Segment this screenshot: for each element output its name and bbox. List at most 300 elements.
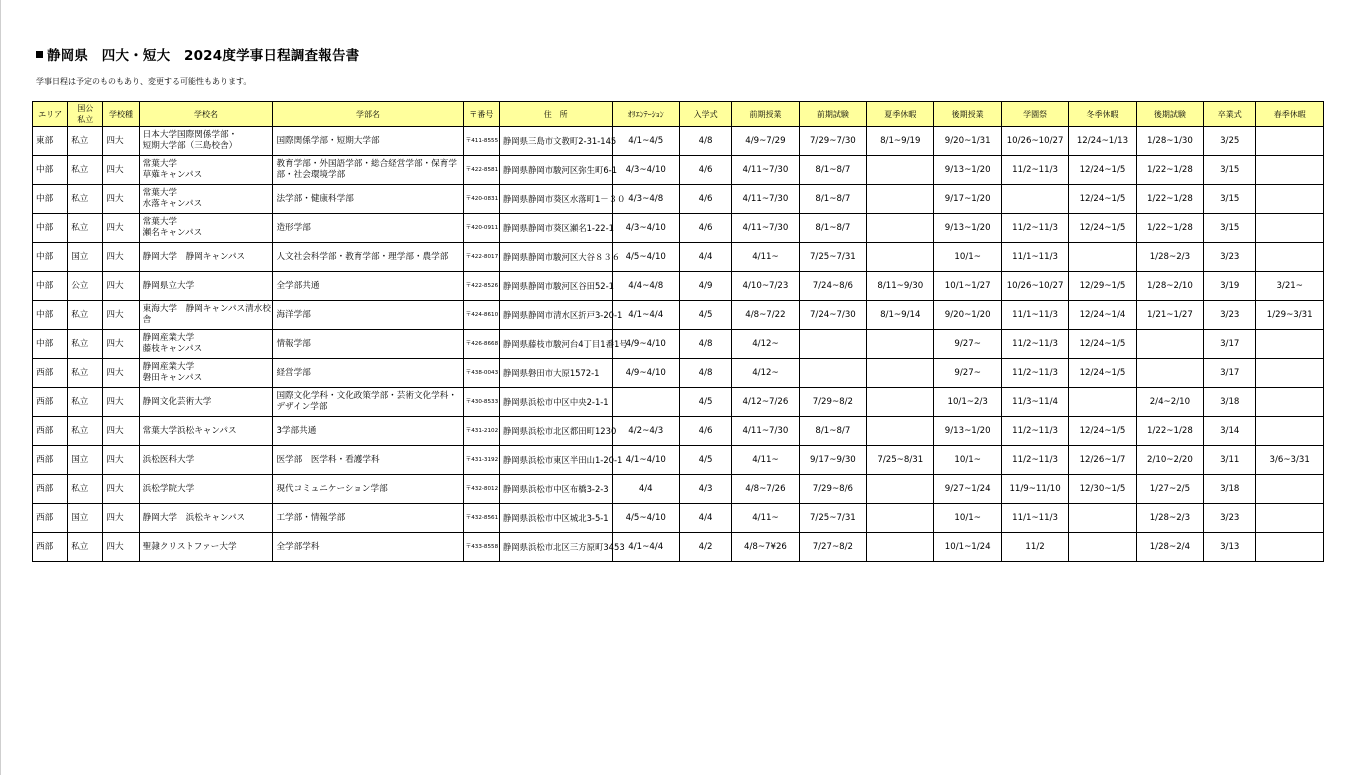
cell-line: 常葉大学 — [142, 188, 178, 198]
cell-term1-class: 4/11~ — [732, 504, 799, 533]
cell-type: 私立 — [68, 156, 103, 185]
cell-festival: 11/1~11/3 — [1001, 243, 1068, 272]
cell-orientation: 4/1~4/5 — [612, 127, 679, 156]
cell-entrance: 4/8 — [679, 359, 731, 388]
cell-area: 中部 — [33, 185, 68, 214]
cell-type: 国立 — [68, 243, 103, 272]
cell-winter — [1069, 388, 1136, 417]
cell-term1-class: 4/11~7/30 — [732, 156, 799, 185]
cell-faculty — [273, 301, 463, 330]
cell-school — [139, 388, 273, 417]
cell-term2-exam — [1136, 330, 1203, 359]
cell-school — [139, 330, 273, 359]
cell-entrance: 4/5 — [679, 388, 731, 417]
cell-zip: 〒420-0911 — [463, 214, 499, 243]
table-body — [33, 127, 1324, 562]
cell-winter — [1069, 504, 1136, 533]
table-row — [33, 156, 1324, 185]
cell-line: 日本大学国際関係学部・ — [142, 130, 238, 140]
cell-spring — [1256, 417, 1324, 446]
table-row — [33, 446, 1324, 475]
cell-term2-class: 10/1~ — [934, 446, 1001, 475]
cell-line: 国際文化学科・文化政策学部・芸術文化学科・ — [276, 391, 457, 401]
cell-entrance: 4/8 — [679, 330, 731, 359]
column-header-faculty: 学部名 — [273, 102, 463, 127]
cell-kind: 四大 — [103, 504, 139, 533]
cell-orientation: 4/1~4/4 — [612, 301, 679, 330]
cell-kind: 四大 — [103, 533, 139, 562]
cell-spring — [1256, 185, 1324, 214]
cell-term1-class: 4/11~7/30 — [732, 417, 799, 446]
cell-orientation: 4/3~4/10 — [612, 214, 679, 243]
cell-term2-class: 9/20~1/20 — [934, 301, 1001, 330]
cell-school — [139, 417, 273, 446]
cell-term2-exam: 1/22~1/28 — [1136, 185, 1203, 214]
cell-line: 瀬名キャンパス — [142, 228, 203, 238]
cell-kind: 四大 — [103, 475, 139, 504]
cell-term1-class: 4/8~7¥26 — [732, 533, 799, 562]
cell-kind: 四大 — [103, 388, 139, 417]
cell-term2-class: 10/1~ — [934, 504, 1001, 533]
cell-faculty — [273, 127, 463, 156]
cell-term2-class: 10/1~1/27 — [934, 272, 1001, 301]
cell-term1-class: 4/11~ — [732, 243, 799, 272]
cell-winter: 12/24~1/5 — [1069, 330, 1136, 359]
cell-type: 私立 — [68, 127, 103, 156]
cell-festival: 11/1~11/3 — [1001, 301, 1068, 330]
cell-zip: 〒422-8017 — [463, 243, 499, 272]
table-row — [33, 533, 1324, 562]
cell-line: 常葉大学 — [142, 217, 178, 227]
cell-summer — [867, 330, 934, 359]
column-header-term1-class: 前期授業 — [732, 102, 799, 127]
cell-address: 静岡県三島市文教町2-31-145 — [499, 127, 612, 156]
cell-line: 国際関係学部・短期大学部 — [276, 135, 380, 146]
cell-entrance: 4/6 — [679, 185, 731, 214]
column-header-address: 住 所 — [499, 102, 612, 127]
cell-orientation: 4/3~4/8 — [612, 185, 679, 214]
cell-term2-exam: 1/22~1/28 — [1136, 214, 1203, 243]
cell-festival: 11/9~11/10 — [1001, 475, 1068, 504]
cell-orientation: 4/3~4/10 — [612, 156, 679, 185]
column-header-entrance: 入学式 — [679, 102, 731, 127]
cell-festival: 11/2 — [1001, 533, 1068, 562]
column-header-term2-exam: 後期試験 — [1136, 102, 1203, 127]
cell-zip: 〒426-8668 — [463, 330, 499, 359]
column-header-type — [68, 102, 103, 127]
cell-faculty — [273, 388, 463, 417]
cell-address: 静岡県浜松市北区三方原町3453 — [499, 533, 612, 562]
cell-orientation: 4/5~4/10 — [612, 504, 679, 533]
table-row — [33, 330, 1324, 359]
cell-kind: 四大 — [103, 446, 139, 475]
cell-type: 国立 — [68, 504, 103, 533]
cell-area: 西部 — [33, 359, 68, 388]
cell-term2-exam: 1/21~1/27 — [1136, 301, 1203, 330]
cell-area: 中部 — [33, 243, 68, 272]
cell-festival: 11/2~11/3 — [1001, 156, 1068, 185]
cell-term2-class: 9/20~1/31 — [934, 127, 1001, 156]
table-row — [33, 272, 1324, 301]
cell-term2-exam: 1/22~1/28 — [1136, 417, 1203, 446]
cell-term2-class: 9/27~ — [934, 359, 1001, 388]
cell-area: 西部 — [33, 533, 68, 562]
cell-line: 静岡大学 静岡キャンパス — [142, 251, 246, 262]
cell-school — [139, 446, 273, 475]
cell-term1-exam — [799, 330, 866, 359]
cell-term1-exam: 7/25~7/31 — [799, 504, 866, 533]
cell-kind: 四大 — [103, 359, 139, 388]
cell-address: 静岡県静岡市駿河区弥生町6-1 — [499, 156, 612, 185]
cell-address: 静岡県浜松市北区都田町1230 — [499, 417, 612, 446]
cell-school — [139, 214, 273, 243]
cell-graduation: 3/23 — [1204, 504, 1256, 533]
cell-line: 静岡大学 浜松キャンパス — [142, 512, 246, 523]
table-row — [33, 185, 1324, 214]
cell-faculty — [273, 330, 463, 359]
cell-spring: 3/6~3/31 — [1256, 446, 1324, 475]
cell-orientation: 4/1~4/4 — [612, 533, 679, 562]
cell-address: 静岡県浜松市中区中央2-1-1 — [499, 388, 612, 417]
cell-type: 私立 — [68, 301, 103, 330]
column-header-summer: 夏季休暇 — [867, 102, 934, 127]
cell-summer — [867, 417, 934, 446]
cell-term1-exam: 8/1~8/7 — [799, 417, 866, 446]
cell-entrance: 4/8 — [679, 127, 731, 156]
cell-line: デザイン学部 — [276, 402, 328, 412]
cell-line: 舎 — [142, 315, 152, 325]
report-title-text: 静岡県 四大・短大 2024度学事日程調査報告書 — [47, 48, 360, 64]
cell-term1-class: 4/8~7/22 — [732, 301, 799, 330]
square-bullet-icon — [36, 51, 43, 58]
cell-faculty — [273, 185, 463, 214]
cell-school — [139, 127, 273, 156]
cell-term1-class: 4/12~7/26 — [732, 388, 799, 417]
cell-term2-exam — [1136, 359, 1203, 388]
page-edge — [0, 0, 1, 775]
cell-zip: 〒433-8558 — [463, 533, 499, 562]
cell-term1-exam: 7/24~7/30 — [799, 301, 866, 330]
cell-zip: 〒420-0831 — [463, 185, 499, 214]
cell-faculty — [273, 243, 463, 272]
cell-address: 静岡県静岡市清水区折戸3-20-1 — [499, 301, 612, 330]
cell-festival — [1001, 185, 1068, 214]
cell-kind: 四大 — [103, 272, 139, 301]
table-row — [33, 359, 1324, 388]
column-header-spring: 春季休暇 — [1256, 102, 1324, 127]
cell-entrance: 4/2 — [679, 533, 731, 562]
cell-winter: 12/24~1/5 — [1069, 156, 1136, 185]
cell-address: 静岡県静岡市駿河区谷田52-1 — [499, 272, 612, 301]
column-header-term1-exam: 前期試験 — [799, 102, 866, 127]
cell-summer — [867, 504, 934, 533]
cell-entrance: 4/4 — [679, 243, 731, 272]
cell-winter: 12/24~1/5 — [1069, 359, 1136, 388]
table-row — [33, 504, 1324, 533]
cell-graduation: 3/18 — [1204, 475, 1256, 504]
cell-winter: 12/24~1/5 — [1069, 214, 1136, 243]
cell-graduation: 3/15 — [1204, 185, 1256, 214]
cell-area: 中部 — [33, 301, 68, 330]
cell-line: 人文社会科学部・教育学部・理学部・農学部 — [276, 251, 449, 262]
cell-kind: 四大 — [103, 127, 139, 156]
cell-term2-exam: 2/4~2/10 — [1136, 388, 1203, 417]
column-header-kind: 学校種 — [103, 102, 139, 127]
cell-summer — [867, 156, 934, 185]
cell-line: 水落キャンパス — [142, 199, 203, 209]
cell-faculty — [273, 446, 463, 475]
cell-line: 静岡産業大学 — [142, 362, 195, 372]
cell-type: 私立 — [68, 330, 103, 359]
cell-term2-class: 9/13~1/20 — [934, 417, 1001, 446]
table-row — [33, 417, 1324, 446]
cell-school — [139, 533, 273, 562]
cell-zip: 〒431-3192 — [463, 446, 499, 475]
cell-term2-exam: 1/27~2/5 — [1136, 475, 1203, 504]
cell-graduation: 3/14 — [1204, 417, 1256, 446]
cell-spring — [1256, 156, 1324, 185]
cell-festival: 11/3~11/4 — [1001, 388, 1068, 417]
cell-festival: 11/2~11/3 — [1001, 214, 1068, 243]
cell-zip: 〒411-8555 — [463, 127, 499, 156]
cell-spring — [1256, 388, 1324, 417]
cell-winter: 12/26~1/7 — [1069, 446, 1136, 475]
cell-term1-exam: 8/1~8/7 — [799, 185, 866, 214]
column-header-term2-class: 後期授業 — [934, 102, 1001, 127]
cell-faculty — [273, 214, 463, 243]
cell-term1-class: 4/10~7/23 — [732, 272, 799, 301]
cell-term1-exam: 7/29~8/2 — [799, 388, 866, 417]
cell-school — [139, 359, 273, 388]
cell-type: 私立 — [68, 359, 103, 388]
cell-faculty — [273, 533, 463, 562]
cell-line: 法学部・健康科学部 — [276, 193, 354, 204]
cell-term1-class: 4/12~ — [732, 330, 799, 359]
cell-faculty — [273, 417, 463, 446]
cell-type: 私立 — [68, 185, 103, 214]
cell-summer — [867, 359, 934, 388]
cell-term1-exam: 7/29~8/6 — [799, 475, 866, 504]
cell-line: 短期大学部（三島校舎） — [142, 141, 238, 151]
cell-summer: 7/25~8/31 — [867, 446, 934, 475]
cell-entrance: 4/3 — [679, 475, 731, 504]
cell-term2-class: 9/17~1/20 — [934, 185, 1001, 214]
cell-area: 西部 — [33, 504, 68, 533]
cell-line: 常葉大学 — [142, 159, 178, 169]
cell-faculty — [273, 359, 463, 388]
cell-school — [139, 243, 273, 272]
cell-graduation: 3/15 — [1204, 156, 1256, 185]
table-row — [33, 388, 1324, 417]
cell-entrance: 4/6 — [679, 214, 731, 243]
cell-term1-class: 4/8~7/26 — [732, 475, 799, 504]
cell-kind: 四大 — [103, 156, 139, 185]
cell-area: 中部 — [33, 330, 68, 359]
cell-festival: 11/2~11/3 — [1001, 359, 1068, 388]
cell-line: 3学部共通 — [276, 425, 317, 436]
cell-line: 経営学部 — [276, 367, 311, 378]
cell-entrance: 4/6 — [679, 156, 731, 185]
cell-type: 私立 — [68, 417, 103, 446]
cell-term1-exam: 7/25~7/31 — [799, 243, 866, 272]
cell-address: 静岡県静岡市葵区水落町1－３０ — [499, 185, 612, 214]
cell-line: 造形学部 — [276, 222, 311, 233]
cell-school — [139, 475, 273, 504]
report-title — [36, 44, 359, 64]
cell-orientation: 4/9~4/10 — [612, 330, 679, 359]
cell-term2-exam: 1/28~2/10 — [1136, 272, 1203, 301]
cell-type: 私立 — [68, 388, 103, 417]
cell-summer: 8/1~9/19 — [867, 127, 934, 156]
cell-winter: 12/24~1/4 — [1069, 301, 1136, 330]
cell-orientation: 4/2~4/3 — [612, 417, 679, 446]
cell-address: 静岡県磐田市大原1572-1 — [499, 359, 612, 388]
cell-type: 私立 — [68, 533, 103, 562]
cell-line: 静岡産業大学 — [142, 333, 195, 343]
cell-term2-exam: 1/22~1/28 — [1136, 156, 1203, 185]
cell-zip: 〒424-8610 — [463, 301, 499, 330]
cell-line: 全学部共通 — [276, 280, 320, 291]
cell-orientation: 4/4~4/8 — [612, 272, 679, 301]
cell-area: 中部 — [33, 156, 68, 185]
cell-term1-class: 4/11~7/30 — [732, 214, 799, 243]
cell-festival: 10/26~10/27 — [1001, 127, 1068, 156]
schedule-table — [32, 101, 1324, 562]
cell-school — [139, 301, 273, 330]
cell-zip: 〒430-8533 — [463, 388, 499, 417]
cell-address: 静岡県浜松市中区布橋3-2-3 — [499, 475, 612, 504]
cell-kind: 四大 — [103, 301, 139, 330]
cell-term2-class: 10/1~2/3 — [934, 388, 1001, 417]
cell-line: 東海大学 静岡キャンパス清水校 — [142, 304, 271, 314]
cell-term2-class: 9/27~ — [934, 330, 1001, 359]
cell-term2-exam: 1/28~2/4 — [1136, 533, 1203, 562]
column-header-orientation: ｵﾘｴﾝﾃｰｼｮﾝ — [612, 102, 679, 127]
cell-zip: 〒438-0043 — [463, 359, 499, 388]
cell-term1-class: 4/9~7/29 — [732, 127, 799, 156]
cell-winter: 12/30~1/5 — [1069, 475, 1136, 504]
cell-kind: 四大 — [103, 330, 139, 359]
cell-term1-class: 4/11~7/30 — [732, 185, 799, 214]
cell-line: 部・社会環境学部 — [276, 170, 346, 180]
cell-spring — [1256, 127, 1324, 156]
column-header-zip: 〒番号 — [463, 102, 499, 127]
cell-graduation: 3/18 — [1204, 388, 1256, 417]
cell-winter — [1069, 533, 1136, 562]
cell-entrance: 4/9 — [679, 272, 731, 301]
cell-line: 草薙キャンパス — [142, 170, 203, 180]
cell-zip: 〒422-8526 — [463, 272, 499, 301]
table-row — [33, 127, 1324, 156]
cell-entrance: 4/4 — [679, 504, 731, 533]
cell-line: 教育学部・外国語学部・総合経営学部・保育学 — [276, 159, 457, 169]
cell-zip: 〒432-8012 — [463, 475, 499, 504]
cell-line: 磐田キャンパス — [142, 373, 203, 383]
cell-kind: 四大 — [103, 214, 139, 243]
cell-spring — [1256, 504, 1324, 533]
cell-graduation: 3/19 — [1204, 272, 1256, 301]
cell-summer — [867, 243, 934, 272]
cell-orientation — [612, 388, 679, 417]
cell-entrance: 4/5 — [679, 301, 731, 330]
cell-term2-class: 9/27~1/24 — [934, 475, 1001, 504]
cell-spring — [1256, 359, 1324, 388]
cell-line: 静岡県立大学 — [142, 280, 195, 291]
cell-graduation: 3/17 — [1204, 359, 1256, 388]
column-header-school: 学校名 — [139, 102, 273, 127]
column-header-line: 私立 — [77, 115, 94, 124]
cell-line: 情報学部 — [276, 338, 311, 349]
cell-line: 常葉大学浜松キャンパス — [142, 425, 237, 436]
cell-festival: 11/1~11/3 — [1001, 504, 1068, 533]
cell-winter: 12/24~1/13 — [1069, 127, 1136, 156]
cell-orientation: 4/9~4/10 — [612, 359, 679, 388]
cell-address: 静岡県藤枝市駿河台4丁目1番1号 — [499, 330, 612, 359]
cell-graduation: 3/25 — [1204, 127, 1256, 156]
cell-type: 私立 — [68, 214, 103, 243]
cell-area: 西部 — [33, 388, 68, 417]
cell-term1-exam: 8/1~8/7 — [799, 156, 866, 185]
cell-line: 聖隷クリストファー大学 — [142, 541, 237, 552]
cell-type: 公立 — [68, 272, 103, 301]
cell-zip: 〒431-2102 — [463, 417, 499, 446]
cell-winter: 12/29~1/5 — [1069, 272, 1136, 301]
cell-area: 西部 — [33, 446, 68, 475]
cell-zip: 〒422-8581 — [463, 156, 499, 185]
cell-spring — [1256, 533, 1324, 562]
table-row — [33, 475, 1324, 504]
cell-term2-class: 10/1~1/24 — [934, 533, 1001, 562]
cell-festival: 11/2~11/3 — [1001, 417, 1068, 446]
cell-type: 私立 — [68, 475, 103, 504]
cell-area: 西部 — [33, 475, 68, 504]
cell-orientation: 4/1~4/10 — [612, 446, 679, 475]
cell-area: 東部 — [33, 127, 68, 156]
cell-summer — [867, 533, 934, 562]
cell-area: 中部 — [33, 214, 68, 243]
cell-kind: 四大 — [103, 243, 139, 272]
cell-spring: 3/21~ — [1256, 272, 1324, 301]
schedule-note: 学事日程は予定のものもあり、変更する可能性もあります。 — [36, 77, 252, 86]
cell-line: 藤枝キャンパス — [142, 344, 203, 354]
cell-faculty — [273, 475, 463, 504]
table-row — [33, 301, 1324, 330]
cell-winter — [1069, 243, 1136, 272]
cell-area: 西部 — [33, 417, 68, 446]
cell-term2-exam: 1/28~2/3 — [1136, 243, 1203, 272]
cell-spring — [1256, 214, 1324, 243]
column-header-winter: 冬季休暇 — [1069, 102, 1136, 127]
cell-graduation: 3/23 — [1204, 243, 1256, 272]
cell-entrance: 4/5 — [679, 446, 731, 475]
cell-line: 海洋学部 — [276, 309, 311, 320]
cell-school — [139, 272, 273, 301]
cell-address: 静岡県浜松市東区半田山1-20-1 — [499, 446, 612, 475]
cell-spring — [1256, 243, 1324, 272]
header-row — [33, 102, 1324, 127]
cell-term1-exam: 7/24~8/6 — [799, 272, 866, 301]
cell-school — [139, 185, 273, 214]
cell-term2-exam: 2/10~2/20 — [1136, 446, 1203, 475]
cell-festival: 10/26~10/27 — [1001, 272, 1068, 301]
column-header-line: 国公 — [77, 104, 94, 113]
cell-term1-exam: 9/17~9/30 — [799, 446, 866, 475]
cell-line: 浜松学院大学 — [142, 483, 195, 494]
cell-term1-exam: 8/1~8/7 — [799, 214, 866, 243]
cell-term2-class: 9/13~1/20 — [934, 214, 1001, 243]
cell-graduation: 3/11 — [1204, 446, 1256, 475]
cell-term1-exam: 7/27~8/2 — [799, 533, 866, 562]
